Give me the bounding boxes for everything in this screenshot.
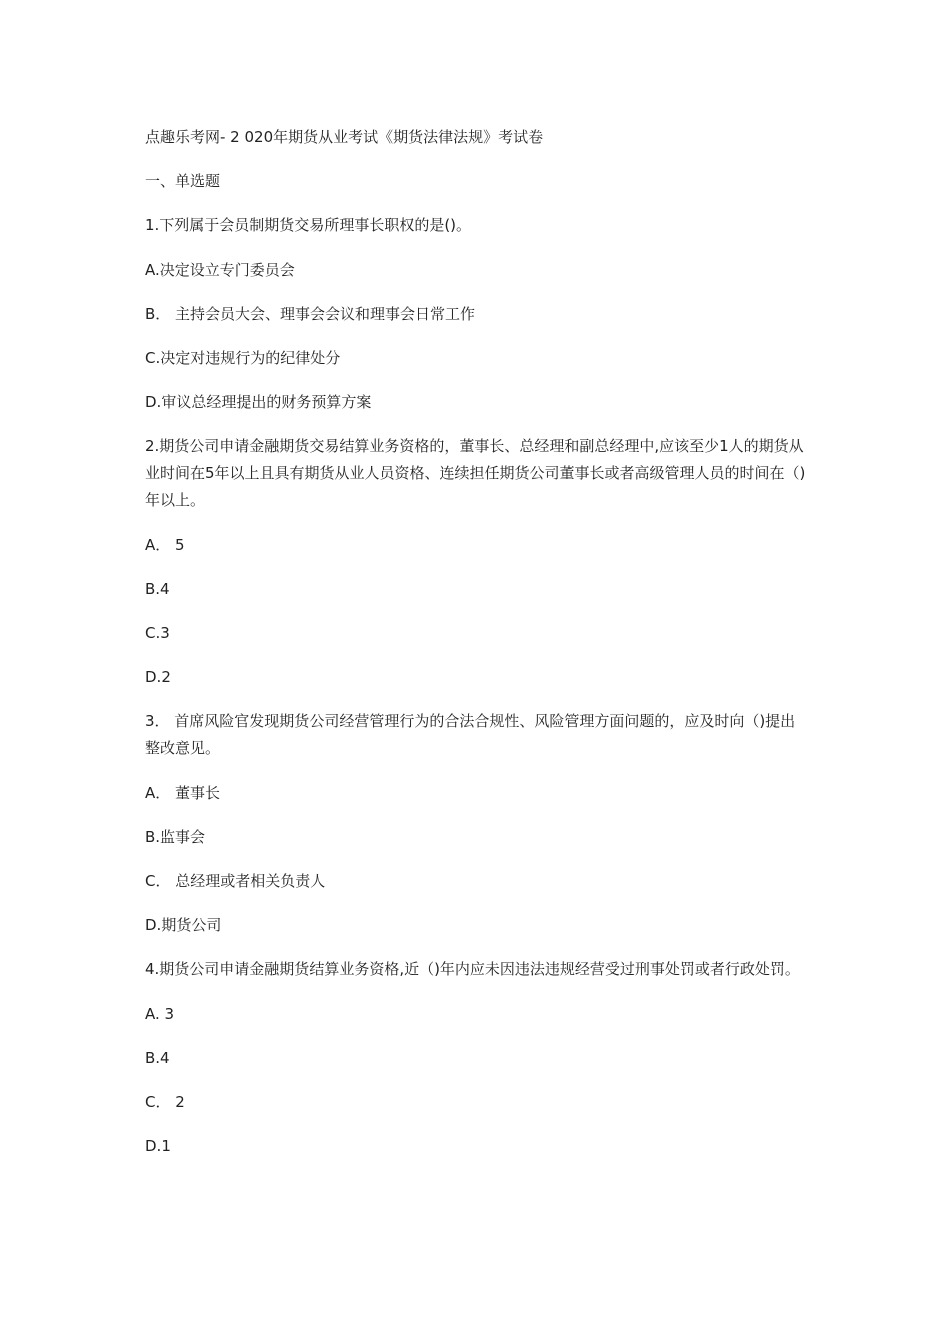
option-c: C． 2 [145,1093,185,1111]
document-title: 点趣乐考网- 2 020年期货从业考试《期货法律法规》考试卷 [145,128,544,146]
option-a: A． 5 [145,536,185,554]
option-a: A.决定设立专门委员会 [145,261,295,279]
option-c: C.3 [145,624,170,642]
option-d: D.期货公司 [145,916,222,934]
question-1 [145,212,810,415]
option-d: D.1 [145,1137,171,1155]
option-b: B.4 [145,1049,170,1067]
question-stem: 3． 首席风险官发现期货公司经营管理行为的合法合规性、风险管理方面问题的，应及时向（)提出整改意见。 [145,712,796,757]
question-stem: 4.期货公司申请金融期货结算业务资格,近（)年内应未因违法违规经营受过刑事处罚或者行政处罚。 [145,960,800,978]
option-d: D.审议总经理提出的财务预算方案 [145,393,372,411]
question-4 [145,956,810,1159]
option-b: B.4 [145,580,170,598]
option-a: A. 3 [145,1005,175,1023]
option-a: A． 董事长 [145,784,221,802]
option-c: C.决定对违规行为的纪律处分 [145,349,341,367]
document-content [145,124,810,1177]
option-b: B． 主持会员大会、理事会会议和理事会日常工作 [145,305,476,323]
question-2 [145,433,810,690]
option-c: C． 总经理或者相关负责人 [145,872,326,890]
question-3 [145,708,810,938]
question-stem: 2.期货公司申请金融期货交易结算业务资格的，董事长、总经理和副总经理中,应该至少1人的期货从业时间在5年以上且具有期货从业人员资格、连续担任期货公司董事长或者高级管理人员的时间在（)年以上。 [145,437,806,509]
section-heading: 一、单选题 [145,172,221,190]
option-d: D.2 [145,668,171,686]
option-b: B.监事会 [145,828,206,846]
question-stem: 1.下列属于会员制期货交易所理事长职权的是()。 [145,216,472,234]
